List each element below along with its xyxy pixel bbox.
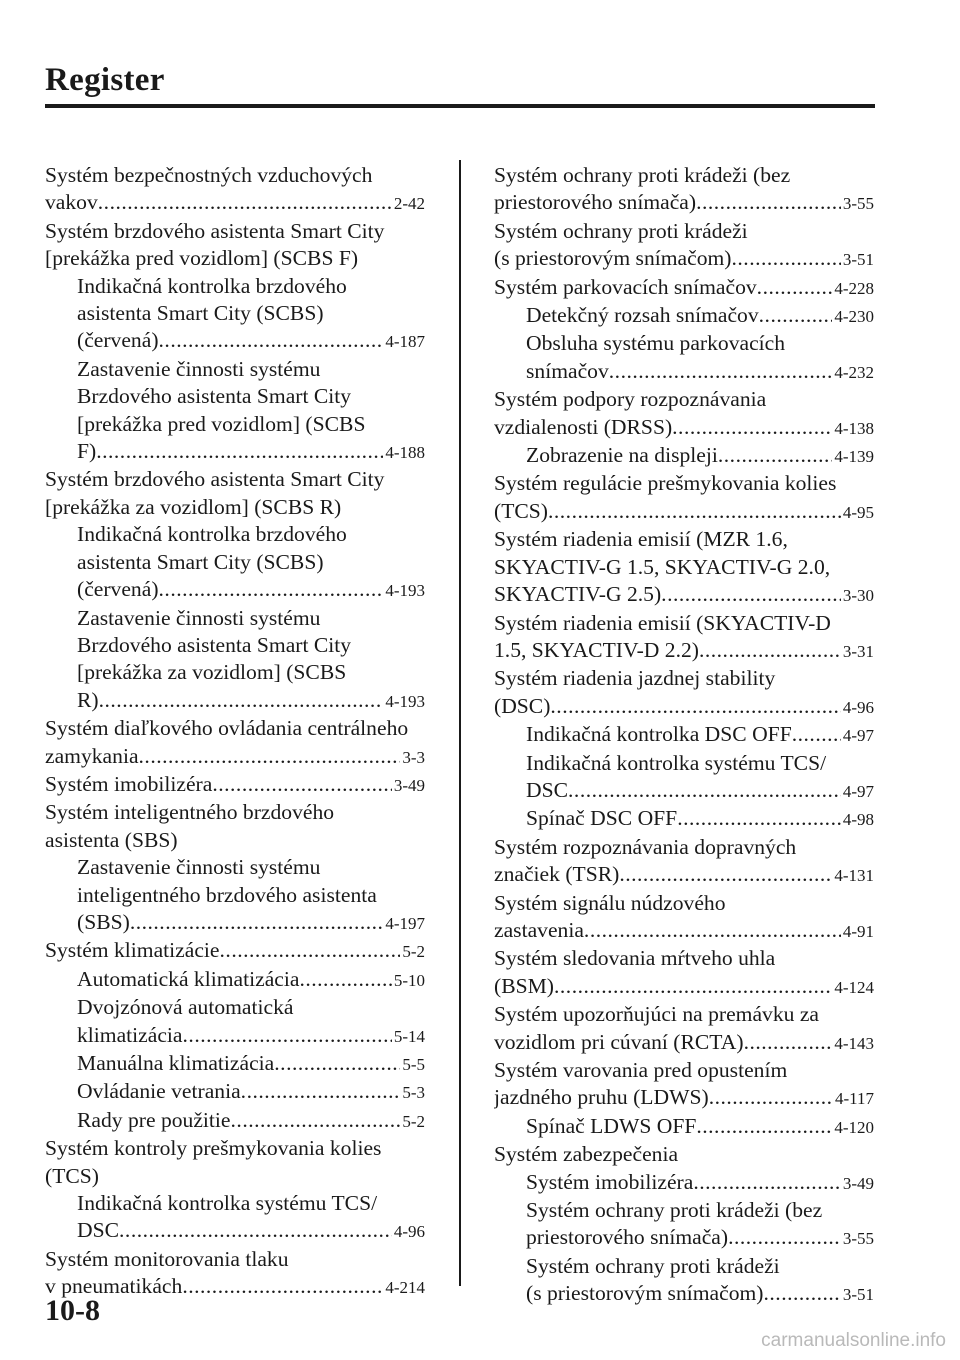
page-reference: 4-232: [834, 362, 874, 382]
leader-dots: [696, 1113, 832, 1140]
index-subentry: [494, 1224, 874, 1252]
entry-text: v pneumatikách: [45, 1274, 183, 1299]
index-subentry: [45, 411, 425, 438]
index-entry: [494, 1001, 874, 1028]
page-reference: 3-30: [842, 586, 874, 606]
index-subentry: [45, 1050, 425, 1078]
leader-dots: [696, 189, 841, 216]
entry-text: Brzdového asistenta Smart City: [77, 632, 352, 657]
index-entry: [494, 498, 874, 526]
page-reference: 4-188: [385, 443, 425, 463]
page-reference: 3-31: [842, 641, 874, 661]
entry-text: Systém podpory rozpoznávania: [494, 387, 767, 412]
entry-text: Indikačná kontrolka brzdového: [77, 273, 347, 298]
page-reference: 4-193: [385, 691, 425, 711]
index-subentry: [45, 1022, 425, 1050]
index-subentry: [45, 1107, 425, 1135]
entry-text: [prekážka pred vozidlom] (SCBS F): [45, 246, 359, 271]
index-subentry: [45, 909, 425, 937]
index-entry: [45, 245, 425, 272]
entry-text: (s priestorovým snímačom): [526, 1281, 764, 1306]
index-subentry: [494, 1253, 874, 1280]
index-subentry: [45, 632, 425, 659]
index-subentry: [45, 438, 425, 466]
page-reference: 5-14: [393, 1026, 425, 1046]
page-reference: 5-2: [402, 942, 425, 962]
entry-text: (TCS): [45, 1163, 99, 1188]
page-reference: 4-97: [842, 781, 874, 801]
entry-text: DSC: [77, 1218, 120, 1243]
page-reference: 5-5: [402, 1055, 425, 1074]
column-divider: [459, 160, 461, 1286]
leader-dots: [619, 861, 832, 888]
index-entry: [45, 189, 425, 217]
entry-text: SKYACTIV-G 1.5, SKYACTIV-G 2.0,: [494, 554, 831, 579]
entry-text: zastavenia: [494, 917, 584, 942]
leader-dots: [96, 438, 383, 465]
entry-text: Systém imobilizéra: [526, 1169, 694, 1194]
index-entry: [494, 861, 874, 889]
entry-text: Systém brzdového asistenta Smart City: [45, 467, 385, 492]
index-entry: [45, 1246, 425, 1273]
index-subentry: [45, 300, 425, 327]
entry-text: Indikačná kontrolka systému TCS/: [77, 1191, 378, 1216]
entry-text: asistenta (SBS): [45, 827, 178, 852]
leader-dots: [182, 1273, 383, 1300]
entry-text: Indikačná kontrolka DSC OFF: [526, 722, 792, 747]
index-entry: [494, 218, 874, 245]
entry-text: asistenta Smart City (SCBS): [77, 549, 324, 574]
leader-dots: [609, 358, 833, 385]
entry-text: (DSC): [494, 693, 551, 718]
entry-text: vozidlom pri cúvaní (RCTA): [494, 1029, 744, 1054]
index-entry: [494, 189, 874, 217]
page-reference: 4-98: [842, 810, 874, 830]
leader-dots: [732, 245, 841, 272]
entry-text: priestorového snímača): [526, 1225, 729, 1250]
index-entry: [45, 1273, 425, 1301]
index-subentry: [45, 273, 425, 300]
index-entry: [494, 581, 874, 609]
leader-dots: [99, 687, 384, 714]
page-reference: 4-95: [842, 502, 874, 522]
index-subentry: [45, 687, 425, 715]
page-reference: 3-49: [393, 775, 425, 795]
index-entry: [494, 1057, 874, 1084]
entry-text: Systém zabezpečenia: [494, 1142, 679, 1167]
entry-text: Systém brzdového asistenta Smart City: [45, 218, 385, 243]
index-entry: [494, 973, 874, 1001]
leader-dots: [299, 966, 391, 993]
index-entry: [45, 1163, 425, 1190]
leader-dots: [130, 909, 384, 936]
entry-text: Zastavenie činnosti systému: [77, 605, 321, 630]
index-entry: [494, 610, 874, 637]
entry-text: (SBS): [77, 909, 130, 934]
entry-text: jazdného pruhu (LDWS): [494, 1085, 709, 1110]
leader-dots: [744, 1029, 833, 1056]
index-entry: [494, 834, 874, 861]
entry-text: Zastavenie činnosti systému: [77, 855, 321, 880]
entry-text: Systém signálu núdzového: [494, 890, 726, 915]
index-subentry: [45, 882, 425, 909]
page-reference: 4-91: [842, 921, 874, 941]
entry-text: Spínač DSC OFF: [526, 806, 678, 831]
page-reference: 4-228: [834, 278, 874, 298]
entry-text: Systém riadenia emisií (MZR 1.6,: [494, 527, 788, 552]
index-entry: [45, 494, 425, 521]
index-entry: [494, 162, 874, 189]
page-reference: 4-97: [842, 726, 874, 746]
page-reference: 4-230: [834, 307, 874, 327]
entry-text: Systém bezpečnostných vzduchových: [45, 163, 373, 187]
watermark: carmanualsonline.info: [761, 1330, 946, 1351]
entry-text: Systém kontroly prešmykovania kolies: [45, 1136, 382, 1161]
index-entry: [494, 890, 874, 917]
index-subentry: [45, 383, 425, 410]
index-entry: [45, 937, 425, 965]
leader-dots: [139, 743, 401, 770]
entry-text: Automatická klimatizácia: [77, 966, 300, 991]
page-reference: 4-131: [834, 866, 874, 886]
page-reference: 4-193: [385, 581, 425, 601]
entry-text: Brzdového asistenta Smart City: [77, 384, 352, 409]
entry-text: Manuálna klimatizácia: [77, 1051, 275, 1075]
entry-text: Rady pre použitie: [77, 1107, 231, 1132]
index-entry: [494, 386, 874, 413]
page-reference: 4-143: [834, 1033, 874, 1053]
leader-dots: [220, 937, 401, 964]
entry-text: Zastavenie činnosti systému: [77, 356, 321, 381]
page-reference: 3-55: [842, 1229, 874, 1249]
page-reference: 2-42: [393, 194, 425, 214]
entry-text: Systém ochrany proti krádeži: [526, 1253, 780, 1278]
index-column-left: [45, 162, 425, 1302]
index-subentry: [494, 1169, 874, 1197]
page-reference: 3-55: [842, 194, 874, 214]
entry-text: snímačov: [526, 358, 609, 383]
leader-dots: [98, 189, 392, 216]
entry-text: Systém riadenia emisií (SKYACTIV-D: [494, 610, 831, 635]
leader-dots: [709, 1084, 833, 1111]
leader-dots: [699, 637, 841, 664]
leader-dots: [159, 327, 384, 354]
entry-text: [prekážka za vozidlom] (SCBS: [77, 660, 347, 685]
index-subentry: [45, 1078, 425, 1106]
index-subentry: [45, 356, 425, 383]
entry-text: [prekážka pred vozidlom] (SCBS: [77, 411, 366, 436]
index-entry: [494, 274, 874, 302]
leader-dots: [584, 917, 841, 944]
index-subentry: [494, 330, 874, 357]
entry-text: SKYACTIV-G 2.5): [494, 582, 662, 607]
entry-text: Systém varovania pred opustením: [494, 1058, 788, 1082]
entry-text: F): [77, 439, 97, 464]
index-entry: [494, 637, 874, 665]
entry-text: (červená): [77, 577, 159, 602]
leader-dots: [241, 1078, 401, 1105]
leader-dots: [693, 1169, 841, 1196]
entry-text: (červená): [77, 328, 159, 353]
entry-text: Indikačná kontrolka systému TCS/: [526, 750, 827, 775]
leader-dots: [757, 274, 833, 301]
page-reference: 3-49: [842, 1173, 874, 1193]
page-reference: 5-2: [402, 1111, 425, 1131]
entry-text: Systém ochrany proti krádeži (bez: [494, 163, 791, 187]
index-subentry: [494, 750, 874, 777]
index-entry: [45, 715, 425, 742]
entry-text: [prekážka za vozidlom] (SCBS R): [45, 494, 342, 519]
index-subentry: [45, 854, 425, 881]
entry-text: Systém inteligentného brzdového: [45, 800, 335, 825]
leader-dots: [792, 721, 841, 748]
entry-text: asistenta Smart City (SCBS): [77, 301, 324, 326]
entry-text: Systém diaľkového ovládania centrálneho: [45, 716, 409, 741]
entry-text: inteligentného brzdového asistenta: [77, 882, 377, 907]
page-reference: 4-96: [393, 1222, 425, 1242]
index-entry: [494, 1029, 874, 1057]
page-title: Register: [45, 62, 165, 98]
index-entry: [494, 245, 874, 273]
leader-dots: [764, 1280, 841, 1307]
entry-text: Systém monitorovania tlaku: [45, 1246, 289, 1271]
entry-text: Systém upozorňujúci na premávku za: [494, 1002, 820, 1027]
index-entry: [494, 945, 874, 972]
entry-text: Zobrazenie na displeji: [526, 443, 718, 468]
index-entry: [494, 1141, 874, 1168]
page-reference: 5-10: [393, 970, 425, 990]
index-subentry: [494, 721, 874, 749]
index-entry: [45, 162, 425, 189]
index-entry: [494, 554, 874, 581]
index-subentry: [45, 1190, 425, 1217]
index-subentry: [45, 605, 425, 632]
leader-dots: [159, 576, 384, 603]
index-entry: [45, 218, 425, 245]
index-entry: [45, 743, 425, 771]
leader-dots: [212, 771, 392, 798]
entry-text: 1.5, SKYACTIV-D 2.2): [494, 637, 699, 662]
index-subentry: [45, 521, 425, 548]
entry-text: DSC: [526, 777, 569, 802]
entry-text: Dvojzónová automatická: [77, 995, 294, 1020]
page-reference: 4-120: [834, 1117, 874, 1137]
page-reference: 4-124: [834, 977, 874, 997]
entry-text: priestorového snímača): [494, 190, 697, 215]
leader-dots: [183, 1022, 392, 1049]
leader-dots: [274, 1050, 400, 1077]
index-subentry: [45, 994, 425, 1021]
index-entry: [494, 665, 874, 692]
entry-text: Ovládanie vetrania: [77, 1079, 241, 1104]
index-subentry: [45, 1217, 425, 1245]
page-reference: 3-51: [842, 250, 874, 270]
leader-dots: [677, 805, 841, 832]
entry-text: (BSM): [494, 973, 554, 998]
page-reference: 4-138: [834, 418, 874, 438]
page-reference: 4-214: [385, 1278, 425, 1298]
page-reference: 4-187: [385, 332, 425, 352]
entry-text: (TCS): [494, 498, 548, 523]
leader-dots: [231, 1107, 401, 1134]
entry-text: vzdialenosti (DRSS): [494, 414, 673, 439]
entry-text: (s priestorovým snímačom): [494, 246, 732, 271]
index-subentry: [494, 442, 874, 470]
index-column-right: [494, 162, 874, 1309]
leader-dots: [672, 414, 832, 441]
index-subentry: [45, 576, 425, 604]
leader-dots: [728, 1224, 841, 1251]
entry-text: vakov: [45, 190, 98, 215]
leader-dots: [550, 693, 840, 720]
entry-text: zamykania: [45, 743, 139, 768]
index-subentry: [494, 805, 874, 833]
page-reference: 3-51: [842, 1285, 874, 1305]
page-reference: 4-96: [842, 697, 874, 717]
leader-dots: [119, 1217, 392, 1244]
entry-text: klimatizácia: [77, 1022, 183, 1047]
index-subentry: [494, 777, 874, 805]
index-entry: [45, 1135, 425, 1162]
entry-text: Systém ochrany proti krádeži (bez: [526, 1198, 823, 1223]
index-entry: [45, 771, 425, 799]
page-reference: 5-3: [402, 1083, 425, 1103]
entry-text: R): [77, 687, 99, 712]
entry-text: Systém sledovania mŕtveho uhla: [494, 946, 776, 971]
entry-text: Systém imobilizéra: [45, 771, 213, 796]
index-entry: [494, 917, 874, 945]
header-rule: [45, 104, 875, 108]
leader-dots: [661, 581, 841, 608]
leader-dots: [548, 498, 841, 525]
index-entry: [45, 799, 425, 826]
index-subentry: [45, 549, 425, 576]
index-entry: [494, 1084, 874, 1112]
index-subentry: [494, 1280, 874, 1308]
index-entry: [45, 827, 425, 854]
leader-dots: [568, 777, 841, 804]
index-subentry: [494, 1197, 874, 1224]
index-subentry: [45, 327, 425, 355]
entry-text: Spínač LDWS OFF: [526, 1113, 697, 1138]
index-subentry: [45, 659, 425, 686]
entry-text: Systém parkovacích snímačov: [494, 274, 757, 299]
page-reference: 3-3: [402, 747, 425, 767]
index-subentry: [45, 966, 425, 994]
leader-dots: [554, 973, 832, 1000]
entry-text: Systém rozpoznávania dopravných: [494, 834, 797, 859]
index-subentry: [494, 358, 874, 386]
index-entry: [494, 526, 874, 553]
entry-text: Systém regulácie prešmykovania kolies: [494, 471, 837, 496]
entry-text: Systém klimatizácie: [45, 938, 220, 963]
entry-text: značiek (TSR): [494, 862, 620, 887]
index-entry: [494, 693, 874, 721]
entry-text: Detekčný rozsah snímačov: [526, 303, 759, 328]
leader-dots: [759, 302, 833, 329]
leader-dots: [718, 442, 832, 469]
entry-text: Systém ochrany proti krádeži: [494, 218, 748, 243]
index-subentry: [494, 1113, 874, 1141]
page-reference: 4-139: [834, 447, 874, 467]
page-reference: 4-197: [385, 913, 425, 933]
index-entry: [494, 470, 874, 497]
entry-text: Obsluha systému parkovacích: [526, 331, 786, 356]
page-number: 10-8: [45, 1294, 100, 1327]
index-entry: [45, 466, 425, 493]
entry-text: Indikačná kontrolka brzdového: [77, 522, 347, 547]
index-entry: [494, 414, 874, 442]
entry-text: Systém riadenia jazdnej stability: [494, 666, 776, 691]
page-reference: 4-117: [834, 1089, 874, 1109]
index-subentry: [494, 302, 874, 330]
